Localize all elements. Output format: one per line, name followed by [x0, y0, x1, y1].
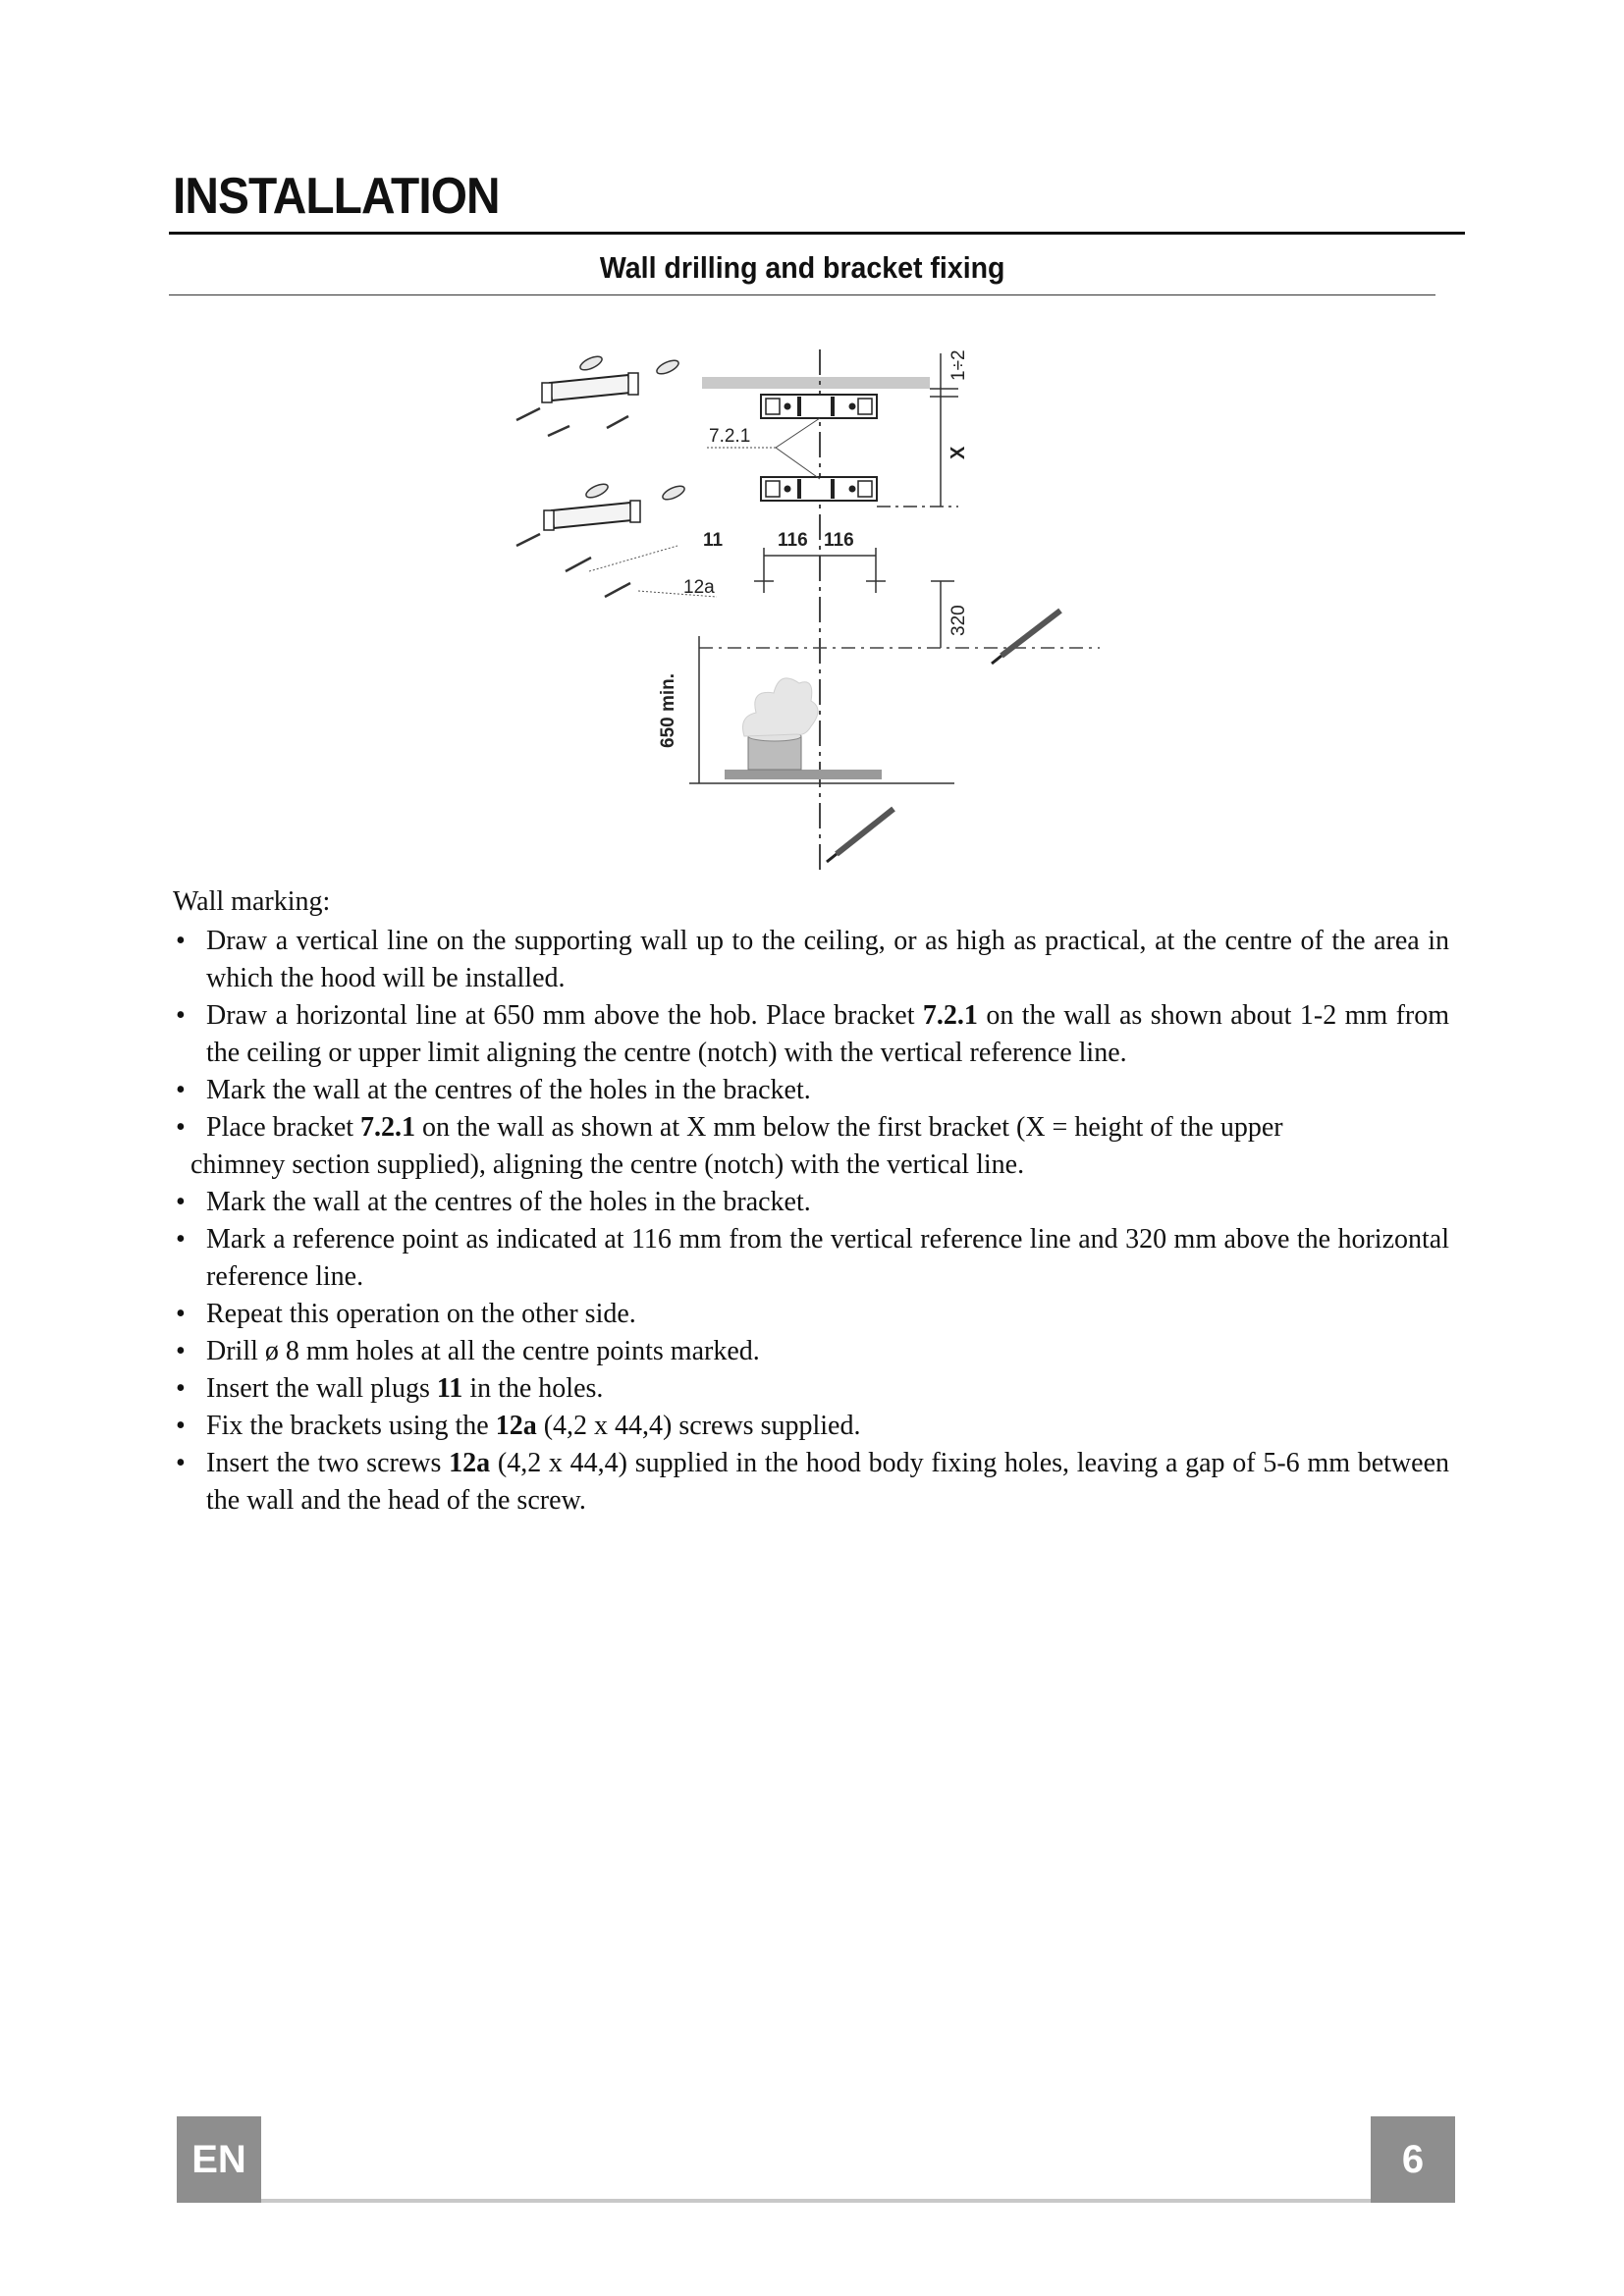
label-left-offset: 116 [778, 530, 808, 551]
subtitle-divider [169, 294, 1435, 295]
list-item: • Place bracket 7.2.1 on the wall as shown at X mm below the first bracket (X = height of the upper [173, 1109, 1449, 1147]
pot-icon [743, 678, 819, 770]
list-item: • Mark the wall at the centres of the holes in the bracket. [173, 1184, 1449, 1221]
label-reference-height: 320 [948, 605, 969, 636]
list-item: • Mark the wall at the centres of the holes in the bracket. [173, 1072, 1449, 1109]
label-bracket-spacing: X [947, 446, 969, 459]
section-subtitle [169, 250, 1435, 286]
title-divider [169, 232, 1465, 235]
list-item: • Repeat this operation on the other side. [173, 1296, 1449, 1333]
page-number: 6 [1371, 2116, 1455, 2203]
label-hob-height: 650 min. [658, 672, 678, 748]
footer-divider [177, 2199, 1453, 2203]
page-title: INSTALLATION [173, 168, 500, 225]
section-subtitle-text: Wall drilling and bracket fixing [599, 250, 1005, 285]
instruction-list [173, 923, 1449, 1520]
language-badge: EN [177, 2116, 261, 2203]
pencil-icon [992, 611, 1060, 664]
intro-text: Wall marking: [173, 886, 331, 917]
list-item: • Insert the two screws 12a (4,2 x 44,4) supplied in the hood body fixing holes, leaving a gap of 5-6 mm between the wall and the head of the screw. [173, 1445, 1449, 1520]
upper-bracket [761, 395, 877, 418]
list-item: • Draw a vertical line on the supporting wall up to the ceiling, or as high as practical, at the centre of the area in which the hood will be installed. [173, 923, 1449, 997]
list-item: • Insert the wall plugs 11 in the holes. [173, 1370, 1449, 1408]
list-item: • Fix the brackets using the 12a (4,2 x 44,4) screws supplied. [173, 1408, 1449, 1445]
label-screws: 12a [683, 577, 715, 598]
label-plugs: 11 [703, 530, 724, 551]
loose-bracket-icon-2 [544, 501, 640, 530]
list-item: • Mark a reference point as indicated at 116 mm from the vertical reference line and 320 mm above the horizontal reference line. [173, 1221, 1449, 1296]
screw-icons [516, 408, 630, 597]
hob [725, 770, 882, 779]
ceiling [702, 377, 930, 389]
loose-bracket-icon [542, 373, 638, 402]
list-item: • Draw a horizontal line at 650 mm above the hob. Place bracket 7.2.1 on the wall as shown about 1-2 mm from the ceiling or upper limit aligning the centre (notch) with the vertical reference line. [173, 997, 1449, 1072]
label-right-offset: 116 [824, 530, 854, 551]
lower-bracket [761, 477, 877, 501]
list-item-continuation: chimney section supplied), aligning the centre (notch) with the vertical line. [190, 1149, 1025, 1180]
pencil-icon-lower [827, 809, 893, 862]
list-item: • Drill ø 8 mm holes at all the centre points marked. [173, 1333, 1449, 1370]
instructions [173, 883, 1449, 1520]
installation-diagram [481, 324, 1110, 883]
label-top-gap: 1÷2 [948, 349, 969, 381]
label-bracket: 7.2.1 [709, 426, 751, 447]
